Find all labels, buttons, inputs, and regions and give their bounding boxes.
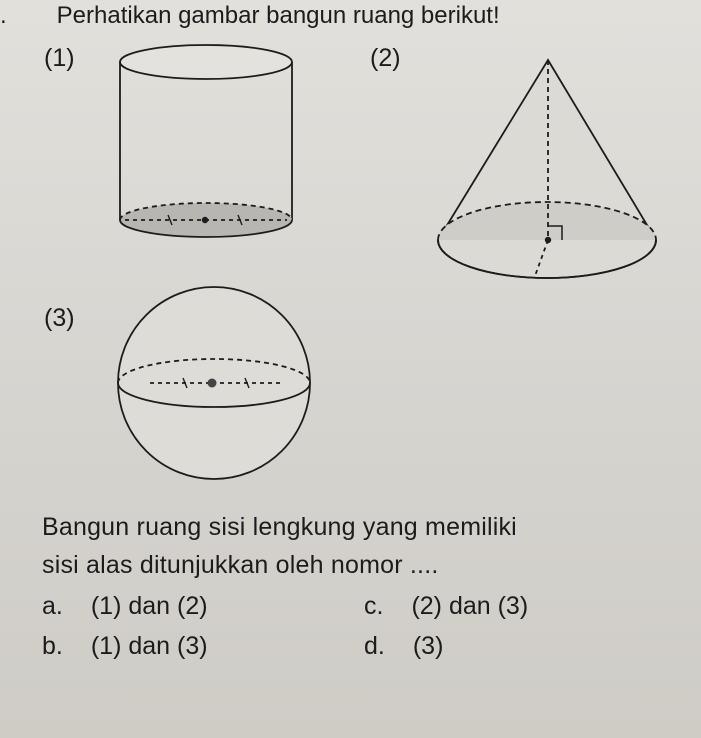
option-a-text: (1) dan (2) <box>90 592 208 620</box>
header-title: Perhatikan gambar bangun ruang berikut! <box>56 2 500 29</box>
figure-3-label: (3) <box>44 304 75 332</box>
option-b-letter: b. <box>42 632 63 660</box>
option-a-letter: a. <box>42 592 63 620</box>
option-c-text: (2) dan (3) <box>411 592 529 620</box>
sphere-icon <box>118 287 310 479</box>
cone-icon <box>438 60 656 278</box>
question-line-1: Bangun ruang sisi lengkung yang memiliki <box>42 513 517 541</box>
question-marker: . <box>0 2 7 29</box>
option-c[interactable] <box>364 592 528 621</box>
option-d-text: (3) <box>412 632 444 660</box>
option-c-letter: c. <box>364 592 384 620</box>
option-b-text: (1) dan (3) <box>90 632 208 660</box>
option-d-letter: d. <box>364 632 385 660</box>
figure-2-label: (2) <box>370 44 401 72</box>
option-d[interactable] <box>364 632 443 661</box>
figure-1-label: (1) <box>44 44 75 72</box>
option-a[interactable] <box>42 592 208 621</box>
option-b[interactable] <box>42 632 208 661</box>
question-line-2: sisi alas ditunjukkan oleh nomor .... <box>42 551 439 579</box>
cylinder-icon <box>120 45 292 237</box>
